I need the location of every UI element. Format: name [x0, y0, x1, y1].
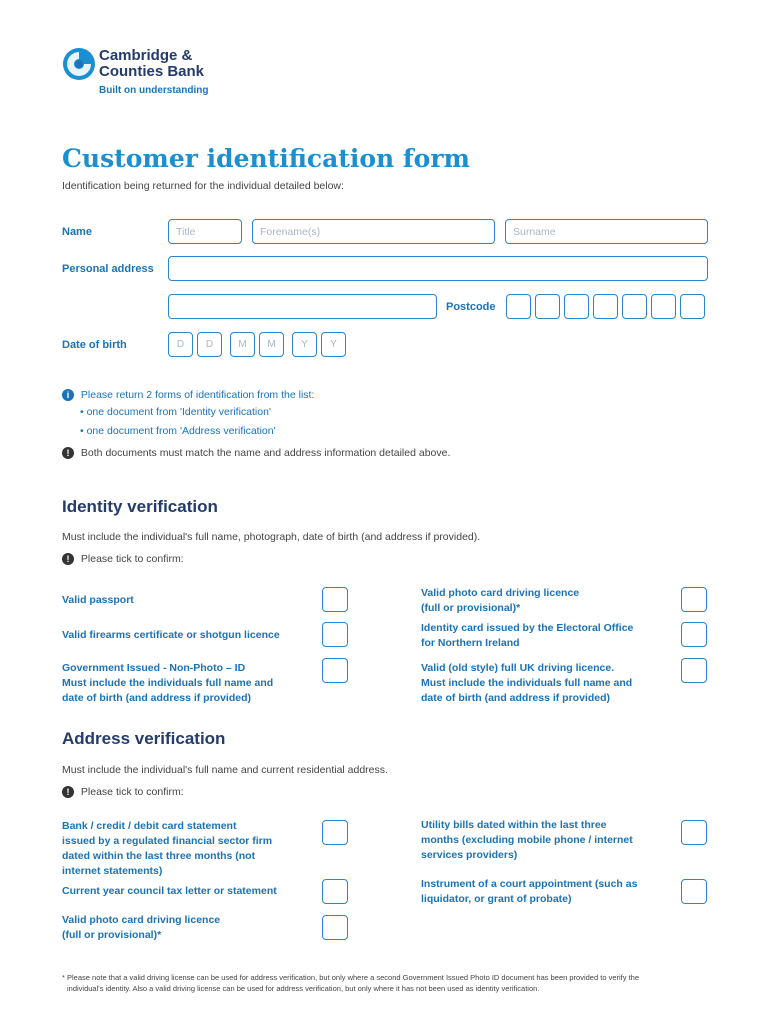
address-heading: Address verification	[62, 729, 226, 748]
postcode-cells	[506, 294, 705, 319]
dob-year-cell[interactable]: Y	[292, 332, 317, 357]
brand-name	[99, 48, 204, 80]
footnote	[62, 972, 722, 994]
dob-day-cell[interactable]: D	[197, 332, 222, 357]
identity-heading: Identity verification	[62, 497, 218, 516]
dob-label: Date of birth	[62, 339, 127, 351]
warning-icon: !	[62, 553, 74, 565]
postcode-cell[interactable]	[564, 294, 589, 319]
title-field[interactable]	[168, 219, 242, 244]
address-subtext: Must include the individual's full name and current residential address.	[62, 764, 388, 776]
brand-line-1: Cambridge &	[99, 47, 193, 64]
dob-month-cell[interactable]: M	[259, 332, 284, 357]
option-firearms-certificate: Valid firearms certificate or shotgun licence	[62, 629, 280, 641]
postcode-cell[interactable]	[506, 294, 531, 319]
name-label: Name	[62, 226, 92, 238]
dob-year-cell[interactable]: Y	[321, 332, 346, 357]
checkbox-court-appointment[interactable]	[681, 879, 707, 904]
dob-cells	[168, 332, 346, 357]
checkbox-non-photo-id[interactable]	[322, 658, 348, 683]
form-intro: Identification being returned for the individual detailed below:	[62, 180, 344, 192]
dob-day-cell[interactable]: D	[168, 332, 193, 357]
checkbox-bank-statement[interactable]	[322, 820, 348, 845]
info-icon: i	[62, 389, 74, 401]
address-confirm-text: Please tick to confirm:	[80, 786, 184, 798]
checkbox-council-tax[interactable]	[322, 879, 348, 904]
option-photo-driving-licence: Valid photo card driving licence (full or provisional)*	[421, 587, 580, 614]
brand-line-2: Counties Bank	[99, 63, 205, 80]
forename-placeholder: Forename(s)	[260, 225, 321, 238]
identity-confirm-text: Please tick to confirm:	[80, 553, 184, 565]
address-line-1-field[interactable]	[168, 256, 708, 281]
personal-address-label: Personal address	[62, 263, 154, 275]
title-placeholder: Title	[176, 225, 196, 238]
option-utility-bills: Utility bills dated within the last three months (excluding mobile phone / internet services providers)	[421, 819, 633, 861]
address-line-2-field[interactable]	[168, 294, 437, 319]
info-note-text: Please return 2 forms of identification from the list:	[80, 389, 315, 401]
dob-month-cell[interactable]: M	[230, 332, 255, 357]
info-note	[62, 389, 314, 401]
checkbox-photo-driving-licence[interactable]	[681, 587, 707, 612]
option-address-driving-licence: Valid photo card driving licence (full or provisional)*	[62, 914, 221, 941]
postcode-cell[interactable]	[535, 294, 560, 319]
footnote-line-2: individual's identity. Also a valid driving license can be used for address verification, but only where it has not been used as identity verification.	[67, 984, 540, 993]
warning-icon: !	[62, 786, 74, 798]
identity-subtext: Must include the individual's full name, photograph, date of birth (and address if provided).	[62, 531, 481, 543]
bullet-address-text: one document from 'Address verification'	[86, 425, 276, 437]
checkbox-firearms-certificate[interactable]	[322, 622, 348, 647]
postcode-cell[interactable]	[622, 294, 647, 319]
checkbox-ni-identity-card[interactable]	[681, 622, 707, 647]
postcode-cell[interactable]	[651, 294, 676, 319]
brand-tagline: Built on understanding	[99, 85, 209, 96]
checkbox-valid-passport[interactable]	[322, 587, 348, 612]
option-old-style-licence: Valid (old style) full UK driving licence. Must include the individuals full name and date of birth (and address if provided)	[421, 662, 633, 704]
checkbox-address-driving-licence[interactable]	[322, 915, 348, 940]
option-valid-passport: Valid passport	[62, 594, 134, 606]
checkbox-utility-bills[interactable]	[681, 820, 707, 845]
identity-confirm	[62, 553, 184, 565]
checkbox-old-style-licence[interactable]	[681, 658, 707, 683]
option-ni-identity-card: Identity card issued by the Electoral Office for Northern Ireland	[421, 622, 634, 649]
bullet-identity-text: one document from 'Identity verification'	[86, 406, 271, 418]
warning-note	[62, 447, 450, 459]
option-bank-statement: Bank / credit / debit card statement issued by a regulated financial sector firm dated within the last three months (not internet statements)	[62, 820, 273, 877]
bank-logo-icon	[62, 47, 96, 81]
option-court-appointment: Instrument of a court appointment (such as liquidator, or grant of probate)	[421, 878, 638, 905]
warning-icon: !	[62, 447, 74, 459]
warning-note-text: Both documents must match the name and address information detailed above.	[80, 447, 451, 459]
forename-field[interactable]	[252, 219, 495, 244]
page-title: Customer identification form	[62, 144, 470, 173]
bullet-address: • one document from 'Address verification'	[80, 425, 276, 437]
postcode-label: Postcode	[446, 301, 496, 313]
postcode-cell[interactable]	[593, 294, 618, 319]
footnote-line-1: * Please note that a valid driving license can be used for address verification, but only where a second Government Issued Photo ID document has been provided to verify the	[62, 973, 640, 982]
surname-placeholder: Surname	[513, 225, 556, 238]
option-council-tax: Current year council tax letter or statement	[62, 885, 277, 897]
address-confirm	[62, 786, 184, 798]
surname-field[interactable]	[505, 219, 708, 244]
postcode-cell[interactable]	[680, 294, 705, 319]
bullet-identity: • one document from 'Identity verification'	[80, 406, 271, 418]
option-non-photo-id: Government Issued - Non-Photo – ID Must include the individuals full name and date of birth (and address if provided)	[62, 662, 274, 704]
